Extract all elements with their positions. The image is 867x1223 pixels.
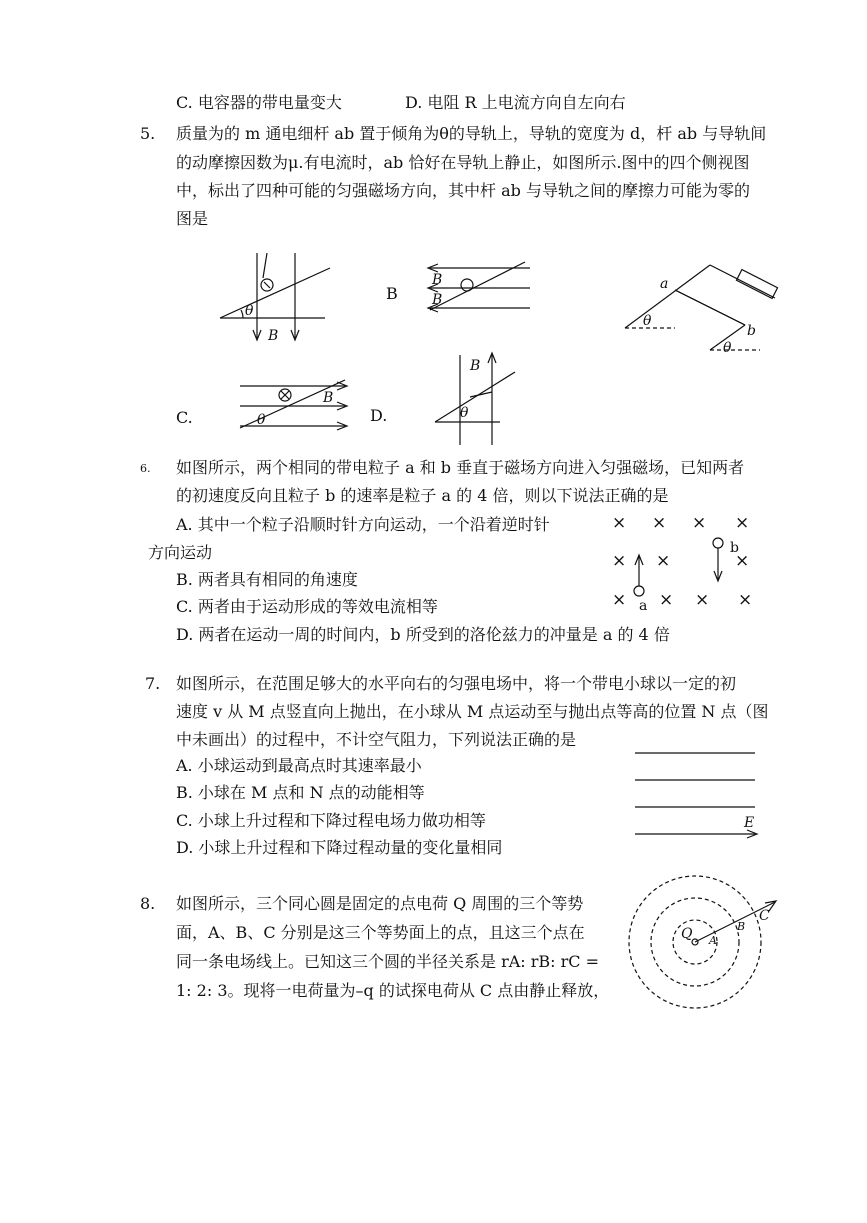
- q5-figure-c: [235, 378, 350, 433]
- q8-fig-a-label: A: [709, 934, 717, 947]
- q5-figure-a: [215, 248, 335, 348]
- q5-fig-d-b-label: B: [470, 358, 481, 374]
- q4-option-d: D. 电阻 R 上电流方向自左向右: [405, 93, 626, 112]
- q4-option-c: C. 电容器的带电量变大: [176, 93, 342, 112]
- q6-text-line2: 的初速度反向且粒子 b 的速率是粒子 a 的 4 倍，则以下说法正确的是: [176, 486, 669, 505]
- field-cross: ×: [692, 513, 707, 533]
- q7-number: 7.: [145, 674, 161, 693]
- q5-fig-perspective-a: a: [660, 276, 669, 292]
- q7-option-d: D. 小球上升过程和下降过程动量的变化量相同: [176, 838, 503, 857]
- q5-fig-perspective-theta1: θ: [643, 313, 652, 329]
- q8-text-line3: 同一条电场线上。已知这三个圆的半径关系是 rA: rB: rC =: [176, 952, 600, 971]
- q6-option-a-line1: A. 其中一个粒子沿顺时针方向运动，一个沿着逆时针: [176, 515, 550, 534]
- field-cross: ×: [695, 590, 710, 610]
- q5-label-d: D.: [370, 406, 388, 425]
- q7-fig-e-label: E: [744, 815, 755, 831]
- field-cross: ×: [656, 551, 671, 571]
- q5-fig-a-b-label: B: [268, 328, 279, 344]
- q5-text-line2: 的动摩擦因数为μ.有电流时，ab 恰好在导轨上静止，如图所示.图中的四个侧视图: [176, 153, 750, 172]
- q8-text-line2: 面，A、B、C 分别是这三个等势面上的点，且这三个点在: [176, 923, 585, 942]
- field-cross: ×: [612, 551, 627, 571]
- field-cross: ×: [735, 551, 750, 571]
- q6-option-d: D. 两者在运动一周的时间内，b 所受到的洛伦兹力的冲量是 a 的 4 倍: [176, 625, 670, 644]
- q5-fig-perspective-theta2: θ: [723, 340, 732, 356]
- q7-text-line3: 中未画出）的过程中，不计空气阻力，下列说法正确的是: [176, 730, 577, 749]
- q5-number: 5.: [140, 124, 156, 143]
- q5-fig-b-b-label: B: [432, 272, 443, 288]
- field-cross: ×: [659, 590, 674, 610]
- q8-text-line4: 1: 2: 3。现将一电荷量为–q 的试探电荷从 C 点由静止释放，: [176, 981, 610, 1000]
- q7-field-figure: [630, 745, 770, 840]
- q5-fig-c-theta: θ: [257, 412, 266, 428]
- q5-label-b: B: [386, 284, 398, 303]
- q6-particles: [620, 535, 740, 615]
- q7-option-c: C. 小球上升过程和下降过程电场力做功相等: [176, 811, 486, 830]
- field-cross: ×: [612, 590, 627, 610]
- q6-option-b: B. 两者具有相同的角速度: [176, 570, 358, 589]
- q6-option-a-line2: 方向运动: [148, 543, 213, 562]
- q5-text-line1: 质量为的 m 通电细杆 ab 置于倾角为θ的导轨上，导轨的宽度为 d，杆 ab 与导轨间: [176, 124, 767, 143]
- q7-option-a: A. 小球运动到最高点时其速率最小: [176, 756, 422, 775]
- q5-fig-c-b-label: B: [323, 390, 334, 406]
- q5-fig-b-b-label-2: B: [432, 292, 443, 308]
- q8-text-line1: 如图所示，三个同心圆是固定的点电荷 Q 周围的三个等势: [176, 894, 584, 913]
- q5-fig-a-theta: θ: [245, 303, 254, 319]
- q5-fig-d-theta: θ: [460, 405, 469, 421]
- q5-fig-perspective-b: b: [747, 323, 756, 339]
- q5-text-line4: 图是: [176, 209, 209, 228]
- q6-text-line1: 如图所示，两个相同的带电粒子 a 和 b 垂直于磁场方向进入匀强磁场，已知两者: [176, 458, 745, 477]
- q5-figure-perspective: [615, 260, 785, 360]
- q5-text-line3: 中，标出了四种可能的匀强磁场方向，其中杆 ab 与导轨之间的摩擦力可能为零的: [176, 181, 750, 200]
- q8-number: 8.: [140, 894, 156, 913]
- q8-equipotential-figure: [625, 872, 785, 1022]
- q7-text-line2: 速度 v 从 M 点竖直向上抛出，在小球从 M 点运动至与抛出点等高的位置 N 点（图: [176, 702, 769, 721]
- field-cross: ×: [738, 590, 753, 610]
- particle-a-label: a: [639, 598, 648, 614]
- field-cross: ×: [735, 513, 750, 533]
- q8-fig-c-label: C: [759, 908, 770, 924]
- q5-figure-b: [425, 260, 535, 320]
- q7-option-b: B. 小球在 M 点和 N 点的动能相等: [176, 783, 425, 802]
- field-cross: ×: [612, 513, 627, 533]
- q6-option-c: C. 两者由于运动形成的等效电流相等: [176, 597, 438, 616]
- q5-figure-d: [430, 350, 520, 450]
- particle-b-label: b: [730, 540, 739, 556]
- q7-text-line1: 如图所示，在范围足够大的水平向右的匀强电场中，将一个带电小球以一定的初: [176, 674, 737, 693]
- q5-label-c: C.: [176, 408, 193, 427]
- q6-number: 6.: [140, 462, 151, 475]
- field-cross: ×: [652, 513, 667, 533]
- q8-fig-b-label: B: [737, 920, 746, 933]
- q8-fig-q-label: Q: [681, 926, 693, 942]
